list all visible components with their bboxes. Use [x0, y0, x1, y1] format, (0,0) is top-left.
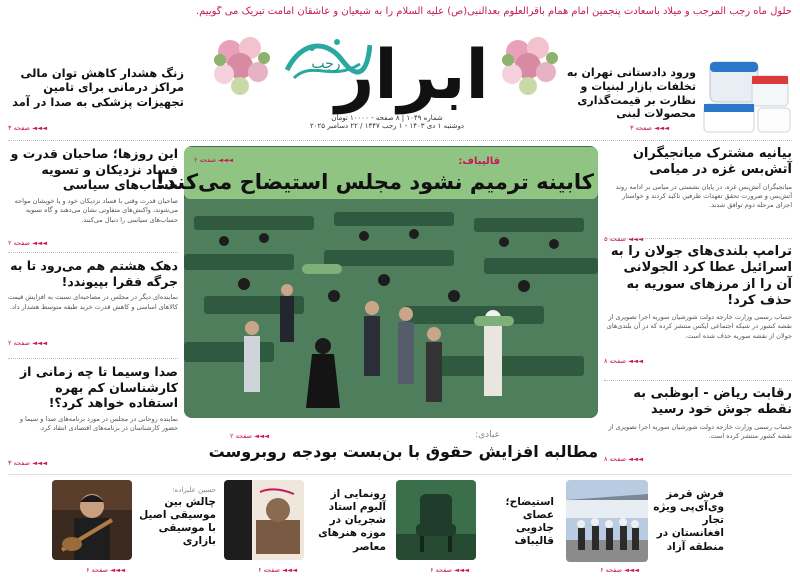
main-pageref[interactable]: ◄◄◄ صفحه ۲ [194, 156, 234, 164]
bottom-2-pageref[interactable]: ◄◄◄ صفحه ۶ [430, 566, 470, 574]
left-story-3-pageref[interactable]: ◄◄◄ صفحه ۳ [8, 458, 48, 467]
left-story-2-pageref[interactable]: ◄◄◄ صفحه ۲ [8, 339, 48, 348]
chevron-icon: ◄◄◄ [32, 124, 48, 132]
right-story-1-pageref[interactable]: ◄◄◄ صفحه ۵ [604, 234, 644, 243]
issue-info [282, 114, 492, 130]
main-speaker: قالیباف: [458, 156, 500, 167]
right-story-3-pageref[interactable]: ◄◄◄ صفحه ۸ [604, 454, 644, 463]
chevron-icon: ◄◄◄ [628, 454, 644, 463]
right-story-2-pageref[interactable]: ◄◄◄ صفحه ۸ [604, 357, 644, 365]
sub-headline[interactable]: مطالبه افزایش حقوق با بن‌بست بودجه روبروست [208, 442, 598, 461]
right-story-1-body: میانجیگران آتش‌بس غزه، در پایان نشستی در میامی بر ادامه روند آتش‌بس و ضرورت تحقق تعهدات طرفین تاکید کردند و خواستار اجرای مرحله دوم توافق شدند. [615, 182, 792, 210]
bottom-1-pageref[interactable]: ◄◄◄ صفحه ۶ [600, 566, 640, 574]
chevron-icon: ◄◄◄ [110, 566, 126, 574]
left-story-1-body: صاحبان قدرت وقتی با فساد نزدیکان خود و یا خویشان مواجه می‌شوند، واکنش‌های متفاوتی نشان می‌دهند و گاه تسویه حساب‌های سیاسی را دنبال می‌کنند. [14, 196, 178, 224]
flower-bouquet-icon [210, 30, 272, 100]
chevron-icon: ◄◄◄ [454, 566, 470, 574]
chevron-icon: ◄◄◄ [654, 124, 670, 132]
left-top-story[interactable] [8, 66, 184, 109]
left-top-pageref[interactable]: ◄◄◄ صفحه ۳ [8, 124, 48, 132]
left-top-headline[interactable]: زنگ هشدار کاهش توان مالی مراکز درمانی برای تامین تجهیزات پزشکی به صدا در آمد [12, 66, 184, 109]
right-top-headline[interactable]: ورود دادستانی تهران به تخلفات بازار لبنیات و نظارت بر قیمت‌گذاری محصولات لبنی [566, 66, 696, 121]
bottom-3-pageref[interactable]: ◄◄◄ صفحه ۶ [258, 566, 298, 574]
left-story-1-headline[interactable]: این روزها؛ صاحبان قدرت و فساد نزدیکان و تسویه حساب‌های سیاسی [10, 146, 178, 193]
afghan-traders-photo [566, 480, 648, 562]
right-story-3-body: حساب رسمی وزارت خارجه دولت شورشیان سوریه اجرا تصویری از نقشه کشور منتشر کرده است. [608, 422, 792, 440]
right-story-3-headline[interactable]: رقابت ریاض - ابوظبی به نقطه جوش خود رسید [633, 386, 792, 418]
dairy-products-image [700, 58, 792, 136]
right-top-story[interactable] [546, 66, 696, 121]
bottom-story-3-headline[interactable]: رونمایی از آلبوم استاد شجریان در موزه هنرهای معاصر [318, 488, 386, 553]
album-cover-photo [224, 480, 304, 560]
left-story-3-body: نماینده روحانی در مجلس در مورد برنامه‌های صدا و سیما و حضور کارشناسان در برنامه‌های اقتصادی انتقاد کرد. [19, 414, 178, 433]
header-announcement: حلول ماه رجب المرجب و میلاد باسعادت پنجمین امام همام باقرالعلوم بعدالنبی(ص) علیه السلام را به شیعیان و عاشقان امامت تبریک می گوییم. [195, 6, 792, 17]
right-top-pageref[interactable]: ◄◄◄ صفحه ۳ [630, 124, 670, 132]
chevron-icon: ◄◄◄ [624, 566, 640, 574]
right-story-2[interactable] [604, 244, 792, 365]
bottom-story-1-headline[interactable]: فرش قرمز وی‌آی‌پی ویژه تجار افغانستان در منطقه آزاد [653, 488, 724, 553]
logo-text: ابرار [335, 36, 489, 115]
masthead [282, 26, 492, 136]
bottom-story-3[interactable] [308, 488, 386, 554]
left-story-3[interactable] [8, 364, 178, 467]
issue-number: شماره ۱۰۴۹ | ۸ صفحه - ۱۰۰۰۰ تومان [331, 114, 443, 122]
chevron-icon: ◄◄◄ [32, 339, 48, 348]
chevron-icon: ◄◄◄ [32, 458, 48, 467]
right-story-3[interactable] [604, 386, 792, 463]
empty-chair-photo [396, 480, 476, 560]
chevron-icon: ◄◄◄ [628, 357, 644, 365]
left-story-1[interactable] [8, 146, 178, 247]
right-story-1[interactable] [604, 146, 792, 243]
sub-pageref[interactable]: ◄◄◄ صفحه ۲ [230, 432, 270, 440]
right-story-2-headline[interactable]: ترامپ بلندی‌های جولان را به اسرائیل عطا کرد الجولانی آن را از مرزهای سوریه به حذف کرد! [610, 244, 792, 308]
chevron-icon: ◄◄◄ [628, 234, 644, 243]
chevron-icon: ◄◄◄ [32, 238, 48, 247]
left-story-1-pageref[interactable]: ◄◄◄ صفحه ۲ [8, 238, 48, 247]
left-story-2-body: نماینده‌ای دیگر در مجلس در مصاحبه‌ای نسبت به افزایش قیمت کالاهای اساسی و کاهش قدرت خرید طبقه متوسط هشدار داد. [8, 293, 178, 311]
sub-speaker: عبادی: [475, 430, 500, 440]
left-story-2[interactable] [8, 258, 178, 347]
abrar-logo [332, 26, 492, 116]
issue-date: دوشنبه ۱ دی ۱۴۰۳ - ۱ رجب ۱۴۴۷ / ۲۲ دسامبر ۲۰۲۵ [310, 122, 464, 130]
left-story-2-headline[interactable]: دهک هشتم هم می‌رود تا به جرگه فقرا بپیوندد! [10, 258, 178, 289]
chevron-icon: ◄◄◄ [218, 156, 234, 164]
right-story-1-headline[interactable]: بیانیه مشترک میانجیگران آتش‌بس غزه در میامی [632, 146, 792, 178]
bottom-story-4[interactable] [136, 486, 216, 549]
bottom-story-2[interactable] [482, 496, 554, 549]
chevron-icon: ◄◄◄ [254, 432, 270, 440]
left-story-3-headline[interactable]: صدا وسیما تا چه زمانی از کارشناسان کم بهره استفاده خواهد کرد؟! [19, 364, 178, 411]
bottom-story-2-headline[interactable]: استیضاح؛ عصای جادویی قالیباف [505, 496, 554, 548]
rajab-art-text: رجب [311, 56, 341, 72]
musician-photo [52, 480, 132, 560]
bottom-story-1[interactable] [652, 488, 724, 554]
bottom-story-4-headline[interactable]: چالش بین موسیقی اصیل با موسیقی بازاری [139, 496, 216, 548]
right-story-2-body: حساب رسمی وزارت خارجه دولت شورشیان سوریه اجرا تصویری از نقشه کشور در شبکه اجتماعی ایکس منتشر کرده که در آن بلندی‌های جولان از نقشه سوریه حذف شده است. [606, 313, 792, 340]
chevron-icon: ◄◄◄ [282, 566, 298, 574]
main-headline[interactable]: کابینه ترمیم نشود مجلس استیضاح می‌کند! [155, 170, 594, 194]
bottom-story-4-kicker: حسین علیزاده: [172, 486, 216, 494]
bottom-4-pageref[interactable]: ◄◄◄ صفحه ۶ [86, 566, 126, 574]
